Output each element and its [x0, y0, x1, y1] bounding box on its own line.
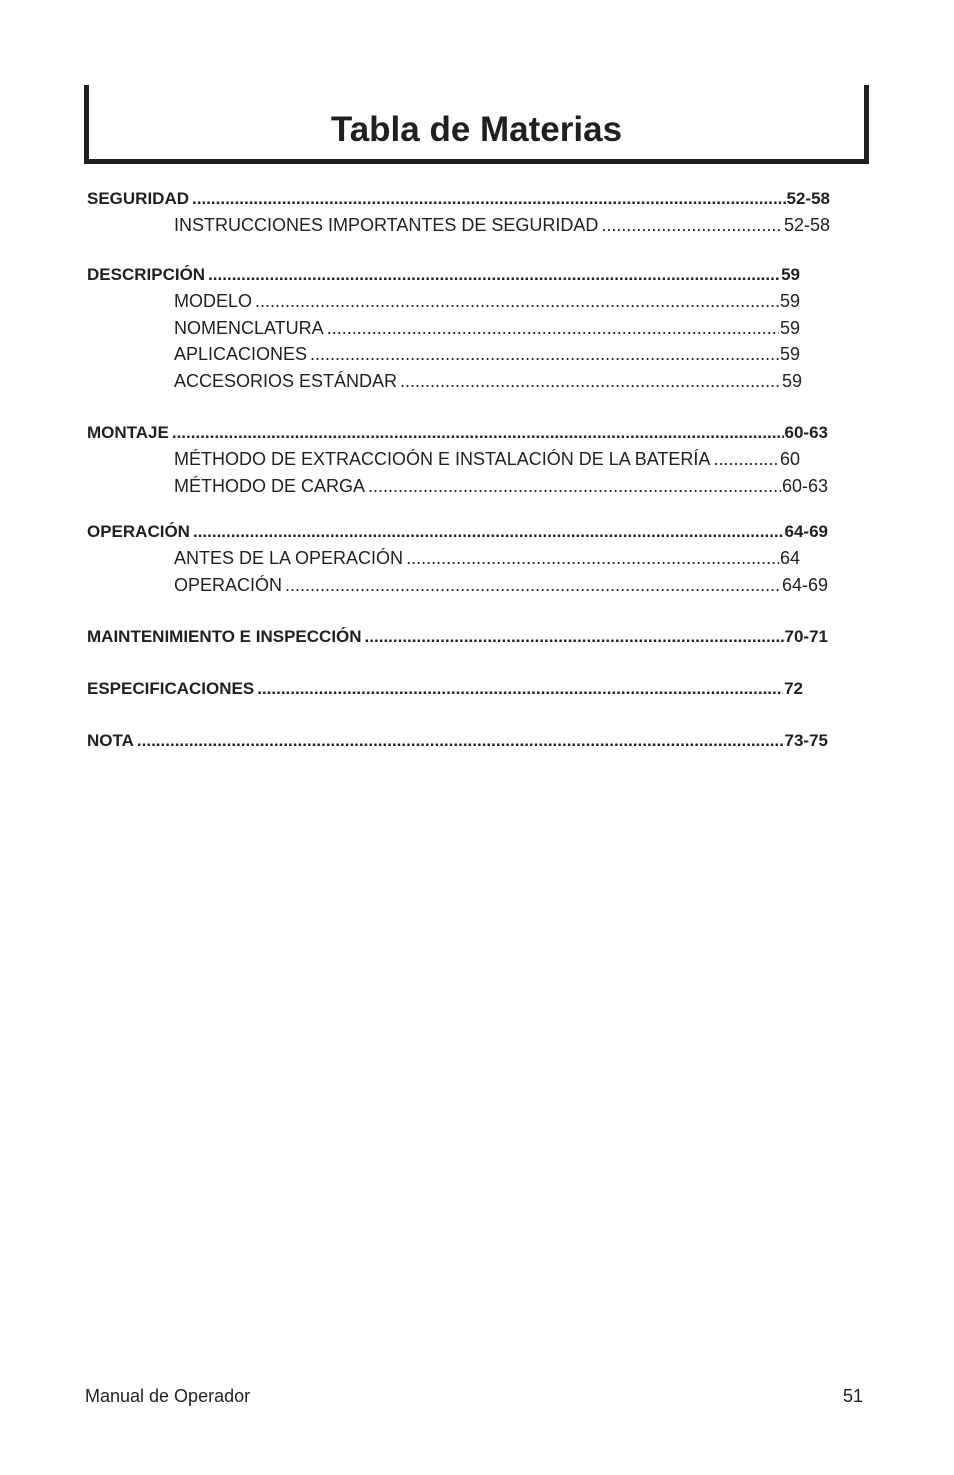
toc-entry-instrucciones[interactable]: [174, 215, 830, 235]
toc-entry-metodo-extraccion[interactable]: [174, 449, 800, 469]
toc-page: 64-69: [781, 575, 828, 595]
toc-entry-metodo-carga[interactable]: [174, 476, 828, 496]
toc-label: NOTA: [87, 731, 134, 750]
dot-leader: [713, 449, 779, 469]
dot-leader: [400, 371, 781, 391]
dot-leader: [255, 291, 779, 311]
toc-entry-operacion-sub[interactable]: [174, 575, 828, 595]
dot-leader: [310, 344, 779, 364]
footer-page-number: 51: [842, 1386, 863, 1406]
toc-page: 64-69: [784, 522, 828, 541]
toc-entry-nomenclatura[interactable]: [174, 318, 800, 338]
dot-leader: [327, 318, 779, 338]
toc-entry-montaje[interactable]: [87, 423, 828, 443]
toc-page: 59: [779, 291, 800, 311]
toc-page: 59: [779, 318, 800, 338]
toc-label: OPERACIÓN: [174, 575, 283, 595]
dot-leader: [193, 522, 784, 542]
toc-entry-accesorios[interactable]: [174, 371, 802, 391]
toc-label: ESPECIFICACIONES: [87, 679, 255, 698]
toc-page: 59: [781, 265, 800, 284]
footer-manual-title: Manual de Operador: [85, 1386, 251, 1406]
dot-leader: [601, 215, 783, 235]
toc-entry-nota[interactable]: [87, 731, 828, 751]
toc-label: ANTES DE LA OPERACIÓN: [174, 548, 404, 568]
toc-page: 70-71: [784, 627, 828, 646]
toc-page: 60-63: [784, 423, 828, 442]
toc-entry-aplicaciones[interactable]: [174, 344, 800, 364]
dot-leader: [368, 476, 781, 496]
dot-leader: [137, 731, 784, 751]
toc-label: MÉTHODO DE EXTRACCIOÓN E INSTALACIÓN DE LA BATERÍA: [174, 449, 711, 469]
toc-label: APLICACIONES: [174, 344, 308, 364]
toc-entry-especificaciones[interactable]: [87, 679, 803, 699]
toc-label: OPERACIÓN: [87, 522, 190, 541]
dot-leader: [285, 575, 781, 595]
dot-leader: [257, 679, 783, 699]
toc-entry-descripcion[interactable]: [87, 265, 800, 285]
dot-leader: [365, 627, 784, 647]
toc-page: 72: [784, 679, 803, 698]
toc-label: MONTAJE: [87, 423, 169, 442]
toc-entry-operacion[interactable]: [87, 522, 828, 542]
toc-label: MODELO: [174, 291, 253, 311]
toc-entry-mantenimiento[interactable]: [87, 627, 828, 647]
dot-leader: [172, 423, 784, 443]
toc-label: SEGURIDAD: [87, 189, 190, 208]
toc-entry-seguridad[interactable]: [87, 189, 830, 209]
dot-leader: [208, 265, 780, 285]
toc-entry-antes-operacion[interactable]: [174, 548, 800, 568]
toc-label: DESCRIPCIÓN: [87, 265, 206, 284]
toc-page: 60-63: [781, 476, 828, 496]
toc-label: MAINTENIMIENTO E INSPECCIÓN: [87, 627, 362, 646]
toc-label: ACCESORIOS ESTÁNDAR: [174, 371, 398, 391]
toc-label: INSTRUCCIONES IMPORTANTES DE SEGURIDAD: [174, 215, 599, 235]
toc-page: 52-58: [786, 189, 830, 208]
toc-page: 59: [781, 371, 802, 391]
toc-page: 60: [779, 449, 800, 469]
toc-page: 59: [779, 344, 800, 364]
toc-page: 64: [779, 548, 800, 568]
toc-page: 52-58: [783, 215, 830, 235]
dot-leader: [406, 548, 779, 568]
toc-entry-modelo[interactable]: [174, 291, 800, 311]
dot-leader: [192, 189, 786, 209]
toc-label: MÉTHODO DE CARGA: [174, 476, 366, 496]
page-title: Tabla de Materias: [330, 110, 623, 149]
toc-page: 73-75: [784, 731, 828, 750]
toc-label: NOMENCLATURA: [174, 318, 324, 338]
